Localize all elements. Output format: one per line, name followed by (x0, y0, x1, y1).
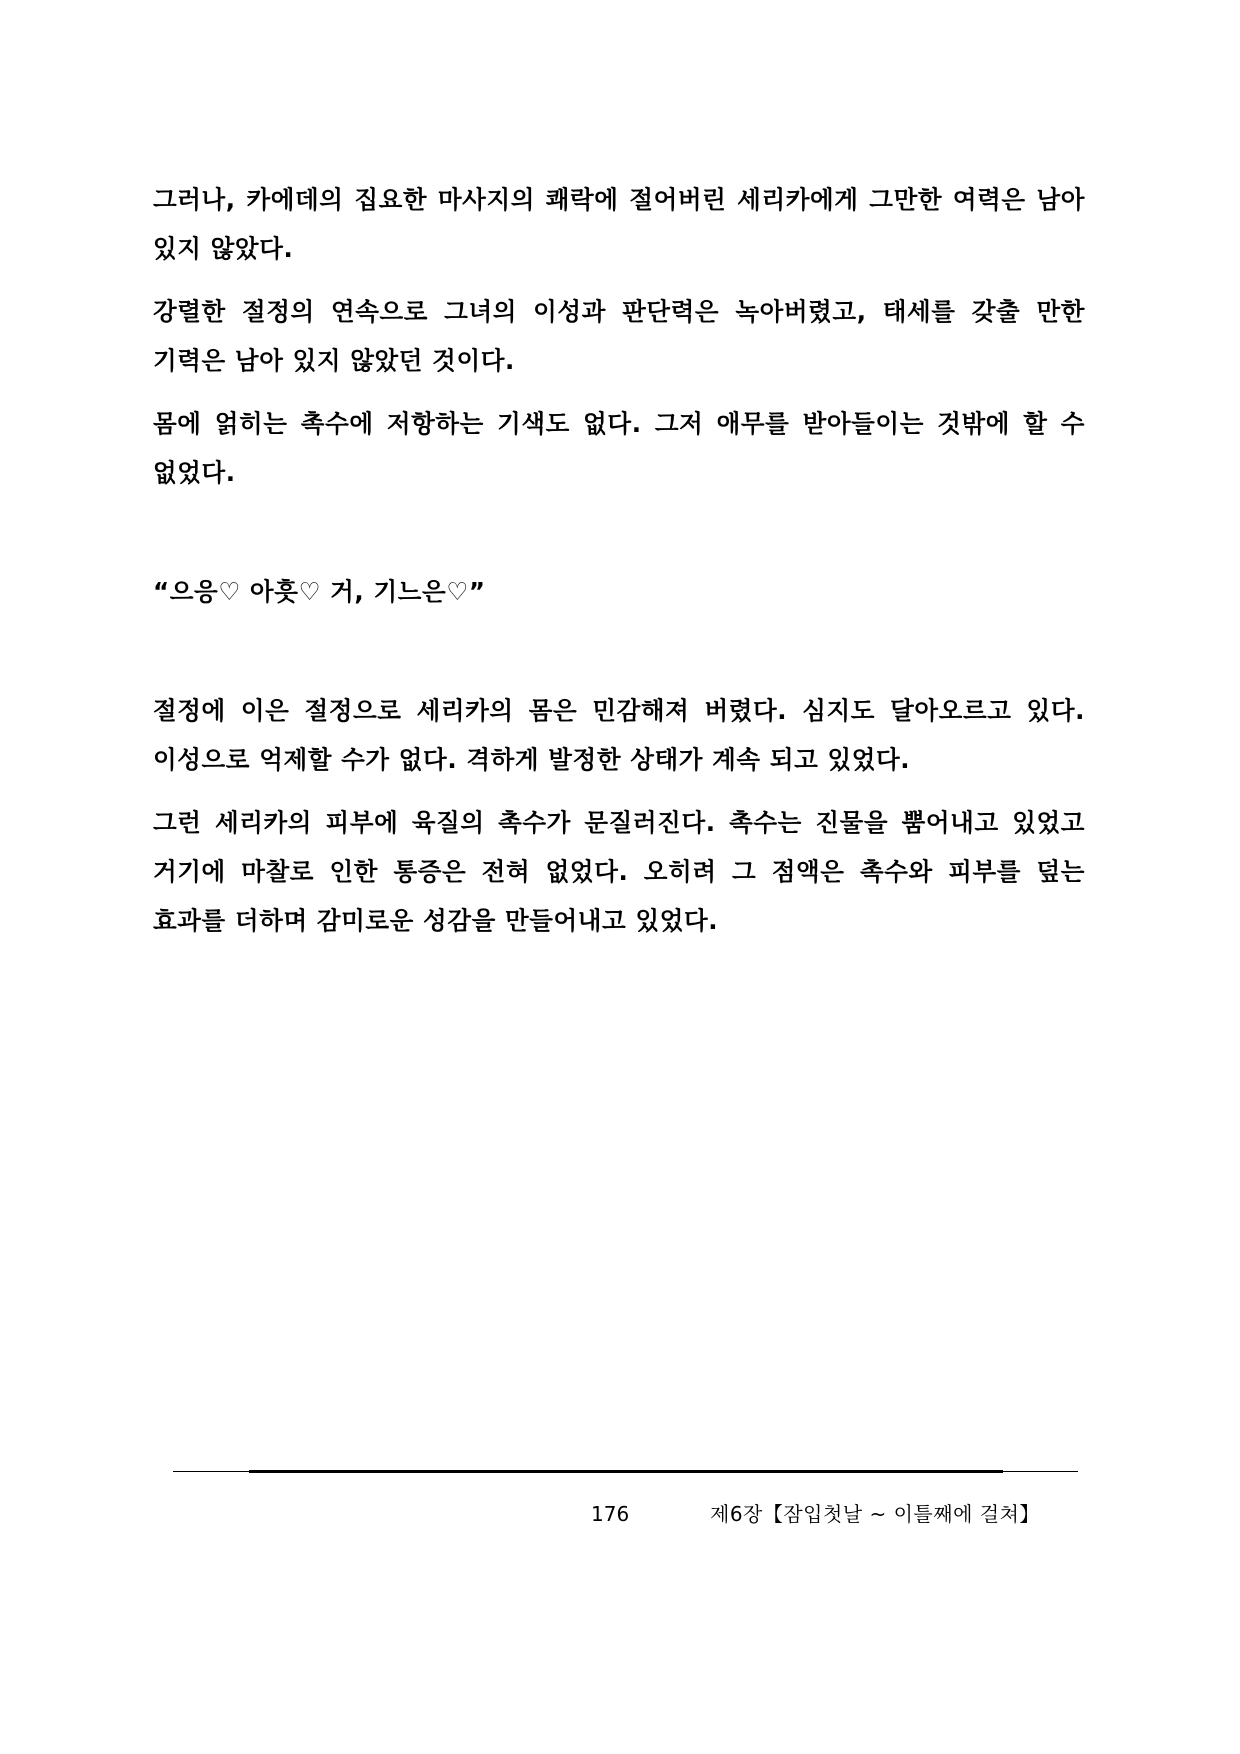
body-text (153, 175, 1085, 959)
paragraph-3: 몸에 얽히는 촉수에 저항하는 기색도 없다. 그저 애무를 받아들이는 것밖에 할 수 없었다. (153, 409, 1085, 487)
dialogue-line: “으응♡ 아흣♡ 거, 기느은♡” (153, 577, 486, 606)
chapter-title: 제6장【잠입첫날 ~ 이틀째에 걸쳐】 (710, 1502, 1040, 1526)
paragraph-1: 그러나, 카에데의 집요한 마사지의 쾌락에 절어버린 세리카에게 그만한 여력은 남아 있지 않았다. (153, 185, 1085, 263)
paragraph-5: 절정에 이은 절정으로 세리카의 몸은 민감해져 버렸다. 심지도 달아오르고 있다. 이성으로 억제할 수가 없다. 격하게 발정한 상태가 계속 되고 있었다. (153, 696, 1085, 774)
footer-rule-accent (249, 1470, 1003, 1473)
paragraph-2: 강렬한 절정의 연속으로 그녀의 이성과 판단력은 녹아버렸고, 태세를 갖출 만한 기력은 남아 있지 않았던 것이다. (153, 297, 1085, 375)
page-number: 176 (591, 1502, 630, 1526)
paragraph-6: 그런 세리카의 피부에 육질의 촉수가 문질러진다. 촉수는 진물을 뿜어내고 있었고 거기에 마찰로 인한 통증은 전혀 없었다. 오히려 그 점액은 촉수와 피부를 덮는 효과를 더하며 감미로운 성감을 만들어내고 있었다. (153, 808, 1085, 935)
